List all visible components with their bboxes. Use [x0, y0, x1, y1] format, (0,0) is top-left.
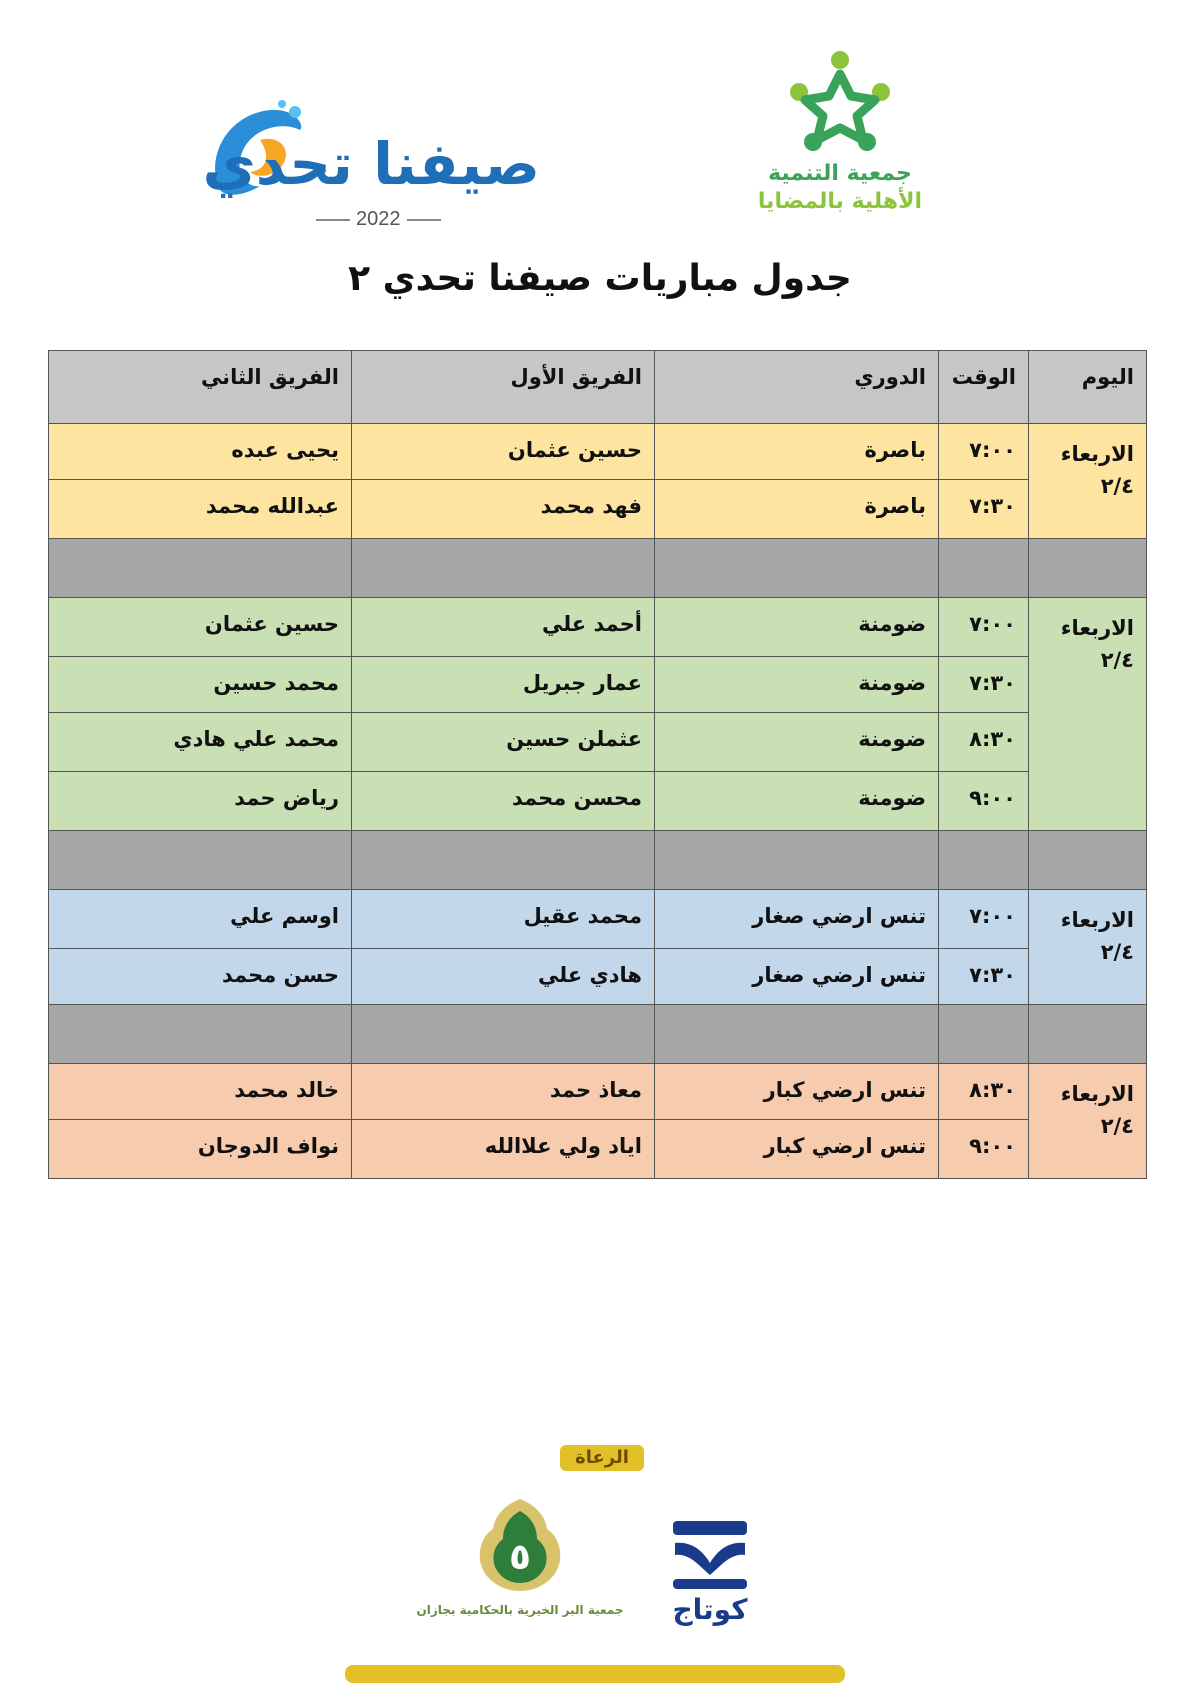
time-cell: ٧:٠٠ [939, 890, 1029, 949]
team1-cell: هادي علي [352, 949, 655, 1005]
sponsor-birr-logo [400, 1495, 640, 1645]
day-cell: الاربعاء ٢/٤ [1029, 1064, 1147, 1179]
separator-row [49, 831, 1147, 890]
team1-cell: أحمد علي [352, 598, 655, 657]
league-cell: باصرة [655, 480, 939, 539]
time-cell: ٧:٠٠ [939, 598, 1029, 657]
league-cell: باصرة [655, 424, 939, 480]
table-row [49, 772, 1147, 831]
league-cell: تنس ارضي كبار [655, 1064, 939, 1120]
footer-bar [345, 1665, 845, 1683]
header-time: الوقت [939, 351, 1029, 424]
league-cell: تنس ارضي صغار [655, 949, 939, 1005]
association-star-icon [785, 50, 895, 160]
team1-cell: عثملن حسين [352, 713, 655, 772]
table-row [49, 1120, 1147, 1179]
team2-cell: محمد حسين [49, 657, 352, 713]
page-title: جدول مباريات صيفنا تحدي ٢ [348, 258, 852, 299]
table-row [49, 657, 1147, 713]
team2-cell: رياض حمد [49, 772, 352, 831]
league-cell: ضومنة [655, 772, 939, 831]
header-team2: الفريق الثاني [49, 351, 352, 424]
time-cell: ٧:٠٠ [939, 424, 1029, 480]
sponsor-kotaj-name: كوتاج [672, 1593, 748, 1626]
league-cell: ضومنة [655, 713, 939, 772]
day-cell: الاربعاء ٢/٤ [1029, 890, 1147, 1005]
header-team1: الفريق الأول [352, 351, 655, 424]
team1-cell: فهد محمد [352, 480, 655, 539]
time-cell: ٧:٣٠ [939, 480, 1029, 539]
sponsor-birr-name: جمعية البر الخيرية بالحكامية بجازان [416, 1603, 624, 1617]
day-cell: الاربعاء ٢/٤ [1029, 598, 1147, 831]
team1-cell: معاذ حمد [352, 1064, 655, 1120]
team1-cell: حسين عثمان [352, 424, 655, 480]
team2-cell: يحيى عبده [49, 424, 352, 480]
sponsors-label: الرعاة [560, 1445, 644, 1471]
kotaj-emblem-icon [665, 1515, 755, 1595]
time-cell: ٧:٣٠ [939, 949, 1029, 1005]
header-league: الدوري [655, 351, 939, 424]
time-cell: ٨:٣٠ [939, 713, 1029, 772]
table-row [49, 949, 1147, 1005]
team2-cell: اوسم علي [49, 890, 352, 949]
team2-cell: حسن محمد [49, 949, 352, 1005]
event-year: 2022 [310, 208, 447, 231]
sponsor-kotaj-logo [655, 1515, 765, 1635]
team2-cell: نواف الدوجان [49, 1120, 352, 1179]
table-row [49, 890, 1147, 949]
league-cell: تنس ارضي كبار [655, 1120, 939, 1179]
team1-cell: محسن محمد [352, 772, 655, 831]
header-day: اليوم [1029, 351, 1147, 424]
team1-cell: محمد عقيل [352, 890, 655, 949]
event-logo-text: صيفنا تحدي [202, 130, 540, 198]
time-cell: ٧:٣٠ [939, 657, 1029, 713]
table-header-row [49, 351, 1147, 424]
time-cell: ٩:٠٠ [939, 772, 1029, 831]
table-row [49, 480, 1147, 539]
association-name-line1: جمعية التنمية [768, 161, 912, 186]
day-cell: الاربعاء ٢/٤ [1029, 424, 1147, 539]
time-cell: ٩:٠٠ [939, 1120, 1029, 1179]
table-row [49, 598, 1147, 657]
table-row [49, 424, 1147, 480]
league-cell: ضومنة [655, 598, 939, 657]
association-name-line2: الأهلية بالمضايا [757, 189, 923, 214]
event-logo [200, 100, 550, 240]
association-logo [745, 50, 935, 240]
team1-cell: اياد ولي علاالله [352, 1120, 655, 1179]
charity-emblem-icon [465, 1495, 575, 1595]
league-cell: تنس ارضي صغار [655, 890, 939, 949]
team2-cell: حسين عثمان [49, 598, 352, 657]
team2-cell: محمد علي هادي [49, 713, 352, 772]
time-cell: ٨:٣٠ [939, 1064, 1029, 1120]
team2-cell: عبدالله محمد [49, 480, 352, 539]
svg-text:٥: ٥ [509, 1537, 531, 1578]
team2-cell: خالد محمد [49, 1064, 352, 1120]
team1-cell: عمار جبريل [352, 657, 655, 713]
league-cell: ضومنة [655, 657, 939, 713]
separator-row [49, 539, 1147, 598]
table-row [49, 713, 1147, 772]
match-schedule-table [48, 350, 1147, 1179]
table-row [49, 1064, 1147, 1120]
separator-row [49, 1005, 1147, 1064]
